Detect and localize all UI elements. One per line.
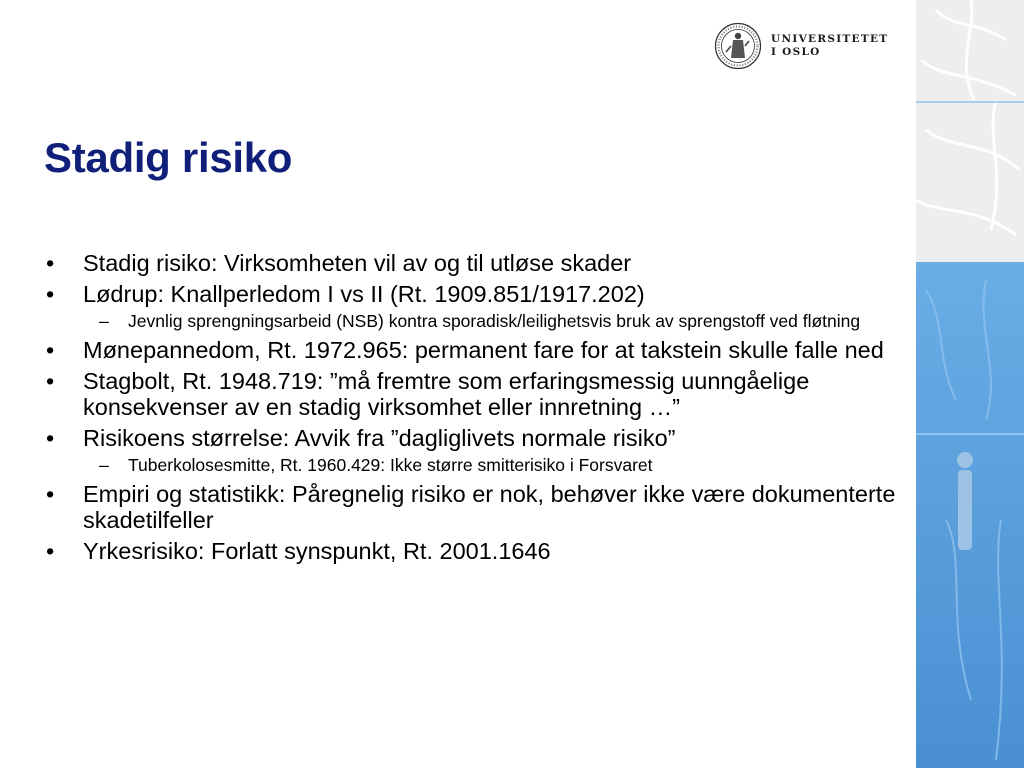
bullet-item: [44, 368, 910, 420]
bullet-item: [44, 250, 910, 276]
bullet-item: [44, 481, 910, 533]
decorative-side-band: [916, 0, 1024, 768]
bullet-text: Lødrup: Knallperledom I vs II (Rt. 1909.851/1917.202): [83, 281, 645, 307]
bullet-item: [44, 425, 910, 451]
bullet-item: [44, 281, 910, 307]
sub-bullet-marker: –: [99, 455, 109, 475]
university-seal-icon: [714, 22, 762, 70]
logo-line-1: UNIVERSITETET: [771, 33, 889, 45]
bullet-list: [44, 250, 910, 569]
sub-bullet-item: [44, 311, 910, 331]
bullet-marker: •: [46, 368, 55, 394]
slide-title: Stadig risiko: [44, 134, 293, 181]
statue-graphic: [916, 0, 1024, 768]
bullet-marker: •: [46, 425, 55, 451]
bullet-text: Stadig risiko: Virksomheten vil av og til utløse skader: [83, 250, 632, 276]
bullet-marker: •: [46, 538, 55, 564]
sub-bullet-item: [44, 455, 910, 475]
bullet-text: Empiri og statistikk: Påregnelig risiko er nok, behøver ikke være dokumenterte skadetilfeller: [83, 481, 896, 533]
bullet-text: Tuberkolosesmitte, Rt. 1960.429: Ikke større smitterisiko i Forsvaret: [128, 455, 653, 475]
bullet-item: [44, 337, 910, 363]
university-name: [771, 33, 888, 59]
university-logo: [714, 22, 888, 70]
bullet-text: Risikoens størrelse: Avvik fra ”dagliglivets normale risiko”: [83, 425, 676, 451]
bullet-text: Yrkesrisiko: Forlatt synspunkt, Rt. 2001.1646: [83, 538, 551, 564]
logo-line-2: I OSLO: [771, 46, 821, 58]
bullet-marker: •: [46, 481, 55, 507]
bullet-marker: •: [46, 337, 55, 363]
bullet-marker: •: [46, 281, 55, 307]
bullet-marker: •: [46, 250, 55, 276]
bullet-text: Mønepannedom, Rt. 1972.965: permanent fare for at takstein skulle falle ned: [83, 337, 884, 363]
bullet-text: Jevnlig sprengningsarbeid (NSB) kontra sporadisk/leilighetsvis bruk av sprengstoff ved fløtning: [128, 311, 861, 331]
bullet-text: Stagbolt, Rt. 1948.719: ”må fremtre som erfaringsmessig uunngåelige konsekvenser av en stadig virksomhet eller innretning …”: [83, 368, 810, 420]
bullet-item: [44, 538, 910, 564]
sub-bullet-marker: –: [99, 311, 109, 331]
